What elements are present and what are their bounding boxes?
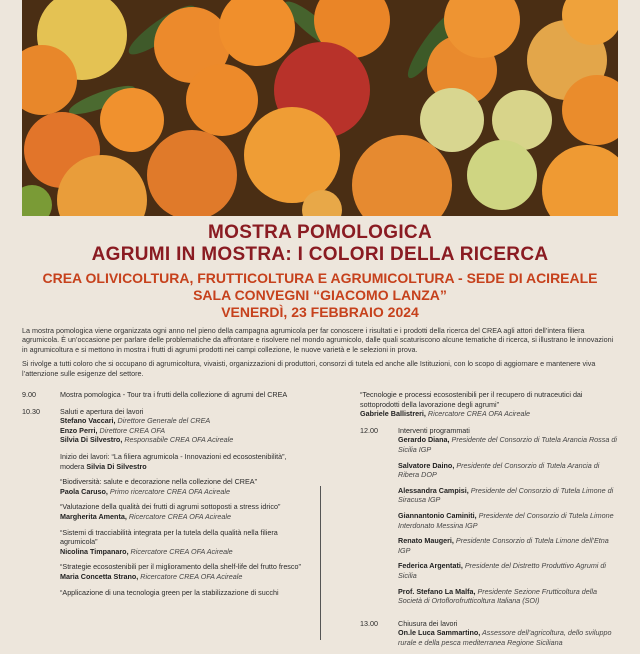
- program-left-column: [22, 390, 312, 610]
- header: [0, 222, 640, 321]
- speaker-name: Federica Argentati,: [398, 561, 463, 571]
- speaker-name: Enzo Perri,: [60, 425, 98, 435]
- speaker-item: [398, 511, 622, 530]
- speaker-name: Margherita Amenta,: [60, 511, 127, 521]
- speaker-name: Stefano Vaccari,: [60, 416, 116, 426]
- talk-item: [60, 477, 312, 496]
- speaker-name: Maria Concetta Strano,: [60, 571, 139, 581]
- program-row: [360, 619, 622, 648]
- speaker-role: Ricercatore CREA OFA Acireale: [138, 571, 243, 581]
- session-text: Mostra pomologica - Tour tra i frutti della collezione di agrumi del CREA: [60, 390, 288, 399]
- event-date: VENERDÌ, 23 FEBBRAIO 2024: [221, 304, 419, 320]
- session-text: Saluti e apertura dei lavori: [60, 406, 144, 416]
- intro-text: [22, 326, 620, 383]
- speaker-role: Ricercatore CREA OFA Acireale: [126, 511, 231, 521]
- speaker-item: [398, 561, 622, 580]
- program-row: [360, 390, 622, 419]
- talk-title: “Applicazione di una tecnologia green per la stabilizzazione di succhi: [60, 587, 279, 597]
- speaker-role: Ricercatore CREA OFA Acireale: [128, 546, 233, 556]
- speaker-role: Presidente Sezione Frutticoltura della Società di Ortoflorofrutticoltura Italiana (SOI): [398, 586, 597, 606]
- speaker-role: Responsabile CREA OFA Acireale: [122, 435, 234, 445]
- speaker-item: [398, 587, 622, 606]
- speaker-role: Presidente del Consorzio di Tutela Limone Interdonato Messina IGP: [398, 510, 614, 530]
- speaker-role: Ricercatore CREA OFA Acireale: [425, 409, 531, 419]
- speaker-name: Paola Caruso,: [60, 486, 108, 496]
- speaker-item: [398, 461, 622, 480]
- talk-title: Inizio dei lavori: “La filiera agrumicola - Innovazioni ed ecosostenibilità”, modera: [60, 451, 287, 471]
- speaker-role: Presidente del Consorzio di Tutela Limone di Siracusa IGP: [398, 485, 614, 505]
- talk-item: [60, 562, 312, 581]
- time-label: 13.00: [360, 618, 378, 628]
- talk-item: [60, 588, 312, 598]
- intro-paragraph-1: La mostra pomologica viene organizzata ogni anno nel pieno della campagna agrumicola per far conoscere i risultati e i prodotti della ricerca del CREA agli attori dell’intera filiera agrumicola. È un’occasione per parlare delle problematiche da affrontare e risolvere nel mondo agrumicolo, dalle quali scaturiscono alcune tematiche di ricerca, si illustrano le innovazioni in agrumicoltura e si mettono in mostra i frutti di agrumi prodotti nei campi collezione, le nuove varietà e le selezioni in prova.: [22, 326, 614, 354]
- talk-title: “Biodiversità: salute e decorazione nella collezione del CREA”: [60, 477, 257, 487]
- speaker-role: Presidente Consorzio di Tutela Limone dell’Etna IGP: [398, 536, 609, 555]
- speaker-role: Presidente del Consorzio di Tutela Arancia di Ribera DOP: [398, 460, 600, 480]
- speaker-name: Salvatore Daino,: [398, 460, 455, 470]
- title-line1: MOSTRA POMOLOGICA: [208, 222, 432, 243]
- intro-paragraph-2: Si rivolge a tutti coloro che si occupano di agrumicoltura, vivaisti, organizzazioni di produttori, consorzi di tutela ed anche alle Istituzioni, con lo scopo di aggiornare e mantenere viva l’attenzione sulle esigenze del settore.: [22, 359, 596, 378]
- time-label: 9.00: [22, 390, 36, 399]
- talk-title: “Strategie ecosostenibili per il miglioramento della shelf-life del frutto fresco”: [60, 562, 301, 572]
- title-line2: AGRUMI IN MOSTRA: I COLORI DELLA RICERCA: [91, 244, 549, 265]
- speaker-name: On.le Luca Sammartino,: [398, 628, 481, 638]
- speaker-name: Gabriele Ballistreri,: [360, 409, 426, 419]
- speaker-role: Primo ricercatore CREA OFA Acireale: [107, 486, 231, 496]
- speaker-role: Presidente del Distretto Produttivo Agrumi di Sicilia: [398, 561, 606, 580]
- session-text: Chiusura dei lavori: [398, 618, 458, 628]
- speaker-item: [398, 486, 622, 505]
- talk-title: “Tecnologie e processi ecosostenibili per il recupero di nutraceutici dai sottoprodotti della lavorazione degli agrumi”: [360, 390, 583, 409]
- talk-item: [60, 528, 312, 557]
- program-row: [360, 426, 622, 612]
- talk-title: “Sistemi di tracciabilità integrata per la tutela della qualità nella filiera agrumicola”: [60, 527, 278, 547]
- speaker-name: Prof. Stefano La Malfa,: [398, 586, 476, 596]
- time-label: 10.30: [22, 406, 40, 416]
- venue-line2: SALA CONVEGNI “GIACOMO LANZA”: [193, 287, 447, 303]
- speaker-role: Presidente del Consorzio di Tutela Arancia Rossa di Sicilia IGP: [398, 435, 617, 454]
- speaker-name: Silvia Di Silvestro,: [60, 435, 123, 445]
- program-row: [22, 407, 312, 445]
- speaker-role: Direttore CREA OFA: [97, 425, 166, 435]
- talk-item: [60, 452, 312, 471]
- time-label: 12.00: [360, 425, 378, 435]
- program-row: [22, 390, 312, 400]
- speaker-name: Renato Maugeri,: [398, 536, 454, 546]
- speaker-role: Direttore Generale del CREA: [115, 416, 211, 426]
- speaker-name: Alessandra Campisi,: [398, 485, 469, 495]
- column-divider: [320, 486, 321, 640]
- speaker-item: [398, 536, 622, 555]
- speaker-item: [398, 435, 622, 454]
- talk-item: [60, 502, 312, 521]
- venue-line1: CREA OLIVICOLTURA, FRUTTICOLTURA E AGRUMICOLTURA - SEDE DI ACIREALE: [42, 270, 598, 286]
- moderator-name: Silvia Di Silvestro: [86, 461, 147, 471]
- talk-title: “Valutazione della qualità dei frutti di agrumi sottoposti a stress idrico”: [60, 502, 281, 512]
- speaker-name: Nicolina Timpanaro,: [60, 546, 129, 556]
- speaker-role: Assessore dell’agricoltura, dello sviluppo rurale e della pesca mediterranea Regione Siciliana: [398, 628, 612, 647]
- program-row: [22, 452, 312, 603]
- speaker-name: Giannantonio Caminiti,: [398, 510, 477, 520]
- citrus-photo: [22, 0, 618, 216]
- speaker-name: Gerardo Diana,: [398, 435, 450, 445]
- session-text: Interventi programmati: [398, 425, 470, 435]
- program-right-column: [360, 390, 622, 654]
